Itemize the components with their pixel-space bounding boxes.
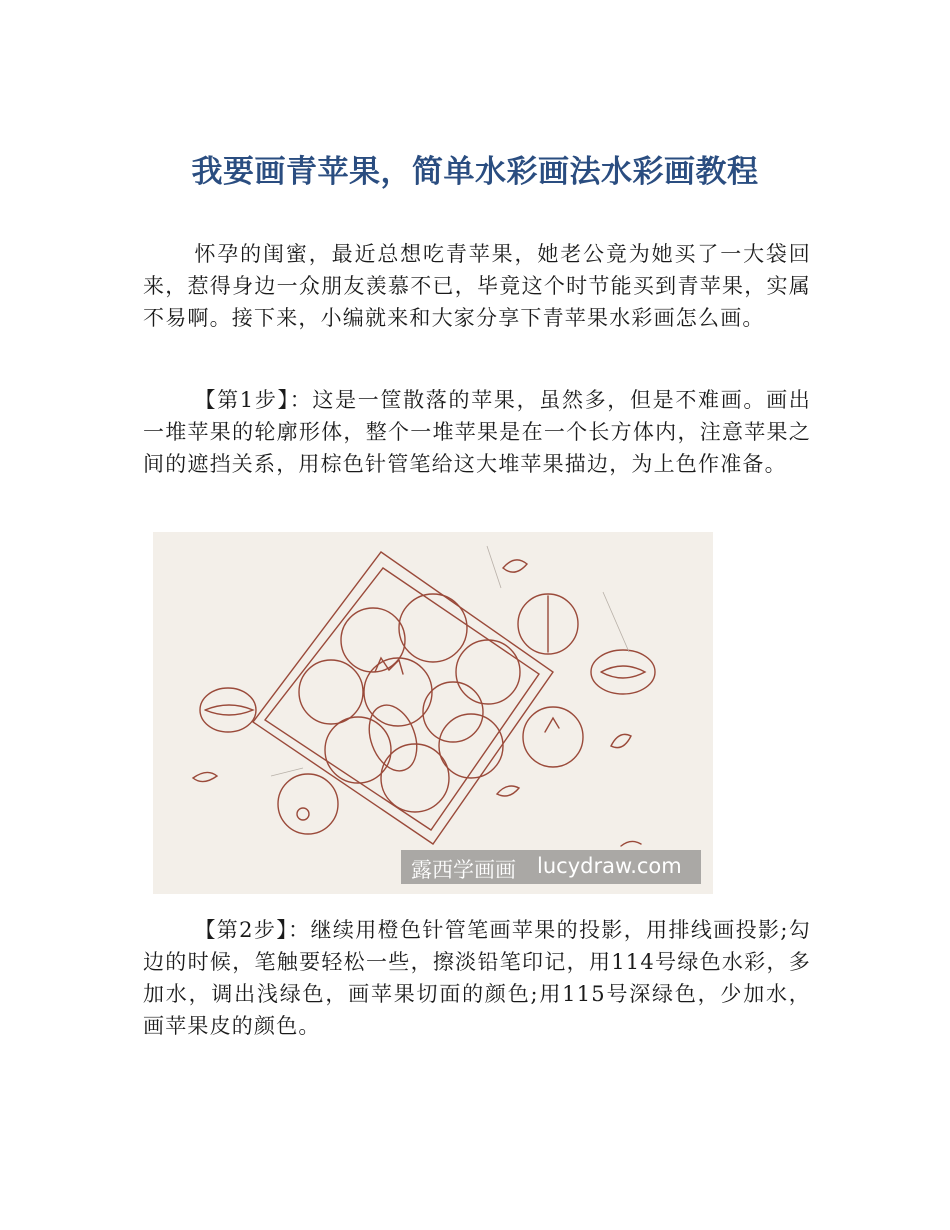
leaf: [193, 772, 217, 781]
apple-sketch-image: [153, 532, 713, 894]
watermark-en-text: lucydraw.com: [537, 854, 682, 878]
step-1-paragraph: 【第1步】：这是一筐散落的苹果，虽然多，但是不难画。画出一堆苹果的轮廓形体，整个一堆苹果是在一个长方体内，注意苹果之间的遮挡关系，用棕色针管笔给这大堆苹果描边，为上色作准备。: [143, 388, 811, 476]
watermark-cn-text: 露西学画画: [411, 858, 516, 882]
apple-half: [200, 688, 256, 732]
crate-inner-outline: [265, 568, 539, 830]
loose-apple: [278, 774, 338, 834]
apple-sketch-drawing: [153, 532, 713, 894]
leaf: [503, 560, 527, 572]
apple: [364, 658, 432, 726]
leaf: [497, 786, 519, 796]
step-2-paragraph: 【第2步】：继续用橙色针管笔画苹果的投影，用排线画投影;勾边的时候，笔触要轻松一些，擦淡铅笔印记，用114号绿色水彩，多加水，调出浅绿色，画苹果切面的颜色;用115号深绿色，少加水，画苹果皮的颜色。: [143, 918, 811, 1038]
apple: [399, 594, 467, 662]
apple: [341, 608, 405, 672]
loose-apple: [523, 707, 583, 767]
crate-outline: [253, 552, 553, 844]
leaf: [621, 841, 641, 846]
intro-paragraph: 怀孕的闺蜜，最近总想吃青苹果，她老公竟为她买了一大袋回来，惹得身边一众朋友羡慕不已，毕竟这个时节能买到青苹果，实属不易啊。接下来，小编就来和大家分享下青苹果水彩画怎么画。: [143, 242, 811, 330]
watermark: [401, 850, 701, 884]
leaf: [611, 734, 631, 747]
apple-half: [361, 699, 426, 778]
apple: [439, 714, 503, 778]
page-title: 我要画青苹果，简单水彩画法水彩画教程: [191, 154, 759, 190]
apple: [381, 744, 449, 812]
apple: [423, 682, 483, 742]
apple: [299, 660, 363, 724]
apple: [456, 640, 520, 704]
